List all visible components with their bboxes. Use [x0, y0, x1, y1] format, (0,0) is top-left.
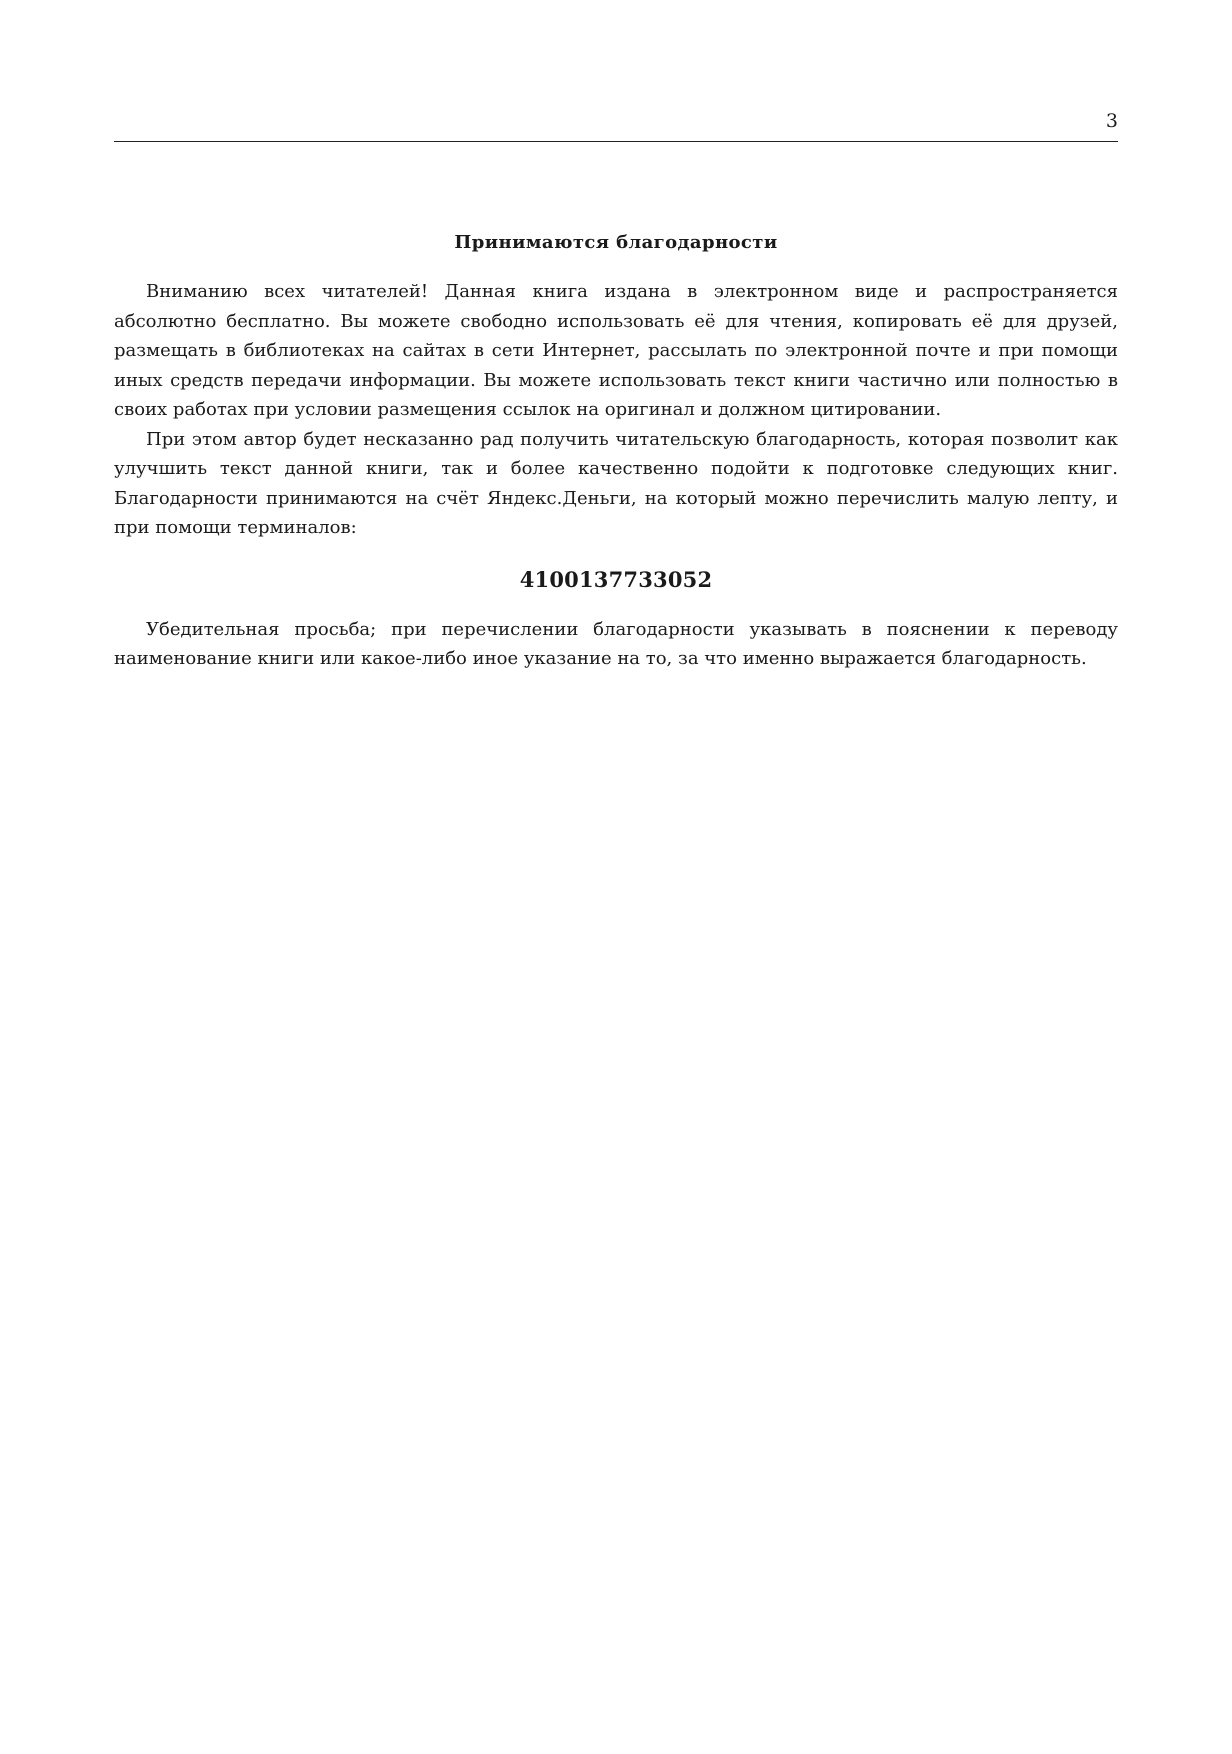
paragraph-gratitude-request: При этом автор будет несказанно рад получить читательскую благодарность, которая позволит как улучшить текст данной книги, так и более качественно подойти к подготовке следующих книг. Благодарности принимаются на счёт Яндекс.Деньги, на который можно перечислить малую лепту, и при помощи терминалов:	[114, 428, 1118, 538]
page-content	[114, 228, 1118, 674]
section-title: Принимаются благодарности	[454, 232, 778, 253]
yandex-money-account-number: 4100137733052	[519, 566, 713, 592]
paragraph-closing-request: Убедительная просьба; при перечислении благодарности указывать в пояснении к переводу наименование книги или какое-либо иное указание на то, за что именно выражается благодарность.	[114, 618, 1118, 669]
header-rule	[114, 141, 1118, 142]
page-number: 3	[1105, 110, 1118, 132]
paragraph-readers-notice: Вниманию всех читателей! Данная книга издана в электронном виде и распространяется абсолютно бесплатно. Вы можете свободно использовать её для чтения, копировать её для друзей, размещать в библиотеках на сайтах в сети Интернет, рассылать по электронной почте и при помощи иных средств передачи информации. Вы можете использовать текст книги частично или полностью в своих работах при условии размещения ссылок на оригинал и должном цитировании.	[114, 281, 1118, 420]
